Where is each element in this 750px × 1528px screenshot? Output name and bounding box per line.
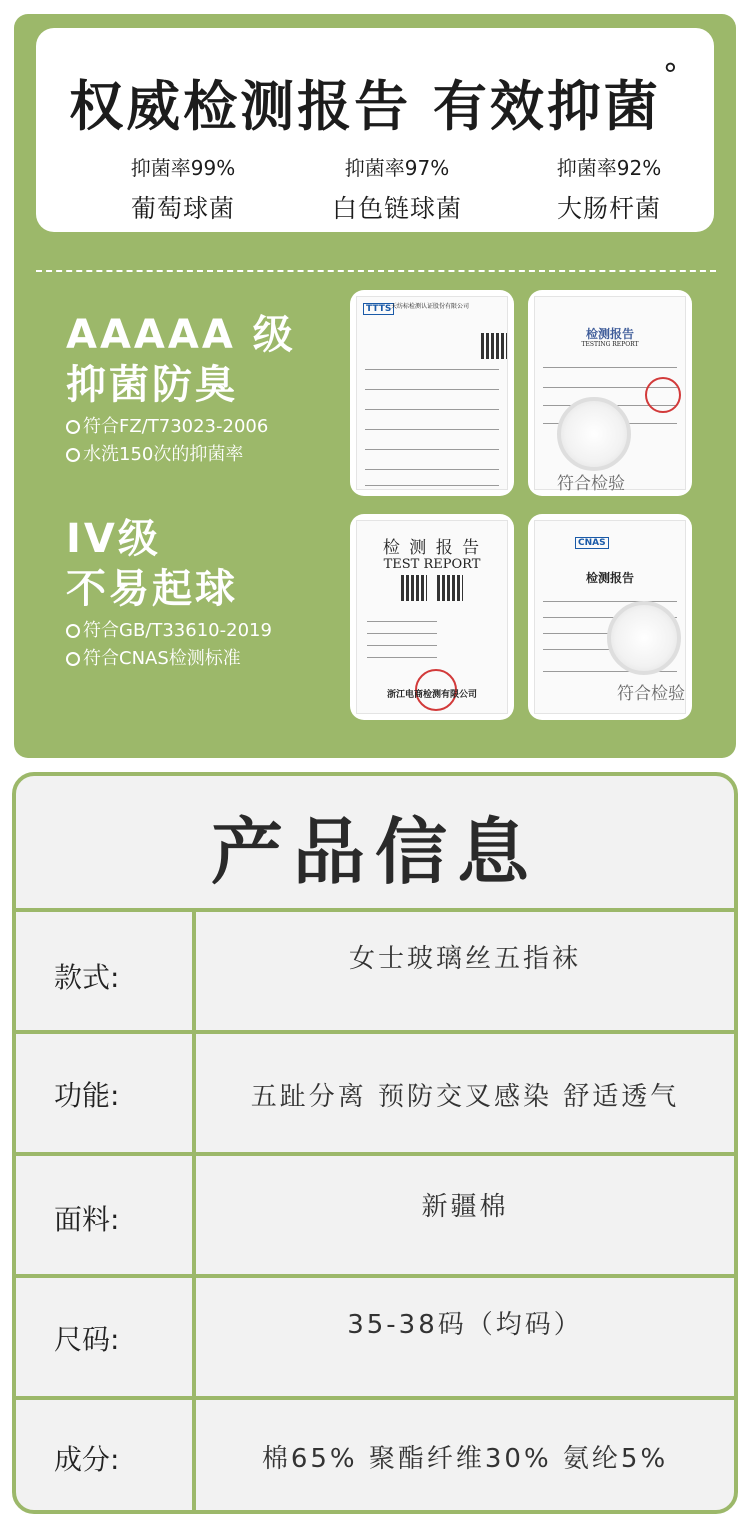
product-info-title: 产品信息 — [210, 810, 539, 894]
product-info-panel — [12, 772, 738, 1514]
certificate-image-4 — [528, 514, 692, 720]
headline-card — [36, 28, 714, 232]
magnifier-icon — [607, 601, 681, 675]
grade-pilling — [66, 514, 272, 670]
pass-label: 符合检验 — [617, 684, 685, 704]
grade-note: 水洗150次的抑菌率 — [66, 444, 296, 466]
antibacterial-panel — [14, 14, 736, 758]
stat-streptococcus — [292, 152, 502, 225]
check-circle-icon — [66, 652, 80, 666]
stat-name: 大肠杆菌 — [556, 194, 661, 223]
grade-level: IV级 — [66, 516, 161, 562]
stat-name: 白色链球菌 — [331, 194, 462, 223]
table-row — [16, 1034, 734, 1156]
row-label: 尺码: — [16, 1278, 196, 1396]
stat-rate: 抑菌率97% — [344, 156, 450, 180]
certificate-image-2 — [528, 290, 692, 496]
certificate-title: 检测报告 — [585, 571, 634, 585]
qr-code-icon — [437, 575, 463, 601]
qr-code-icon — [401, 575, 427, 601]
certificate-subtitle: TEST REPORT — [383, 557, 481, 572]
dashed-divider — [36, 270, 716, 272]
table-row — [16, 1400, 734, 1514]
pass-label: 符合检验 — [557, 474, 625, 494]
row-label: 成分: — [16, 1400, 196, 1514]
grade-antibacterial — [66, 310, 296, 466]
certificate-document — [534, 520, 686, 714]
stat-staphylococcus — [78, 152, 288, 225]
certificate-title: 检 测 报 告 — [382, 538, 482, 558]
stat-rate: 抑菌率99% — [130, 156, 236, 180]
grade-note: 符合GB/T33610-2019 — [66, 620, 272, 642]
row-value: 五趾分离 预防交叉感染 舒适透气 — [250, 1082, 680, 1112]
ttts-logo: TTTS — [363, 303, 394, 315]
grade-note: 符合FZ/T73023-2006 — [66, 416, 296, 438]
stat-name: 葡萄球菌 — [130, 194, 235, 223]
row-label: 面料: — [16, 1156, 196, 1274]
certificate-document — [534, 296, 686, 494]
table-row — [16, 1156, 734, 1278]
row-value: 棉65% 聚酯纤维30% 氨纶5% — [261, 1444, 669, 1474]
check-circle-icon — [66, 624, 80, 638]
degree-mark: ° — [662, 58, 681, 93]
certificate-image-1 — [350, 290, 514, 496]
grade-note: 符合CNAS检测标准 — [66, 648, 272, 670]
red-seal-icon — [645, 377, 681, 413]
stat-rate: 抑菌率92% — [556, 156, 662, 180]
magnifier-icon — [557, 397, 631, 471]
check-circle-icon — [66, 420, 80, 434]
grade-feature: 抑菌防臭 — [66, 362, 238, 408]
certificate-image-3 — [350, 514, 514, 720]
table-row — [16, 912, 734, 1034]
certificate-org: 天纺标检测认证股份有限公司 — [391, 303, 470, 310]
row-label: 款式: — [16, 912, 196, 1030]
headline-title: 权威检测报告 有效抑菌° — [69, 58, 681, 138]
row-value: 女士玻璃丝五指袜 — [348, 944, 581, 974]
row-label: 功能: — [16, 1034, 196, 1152]
stat-ecoli — [504, 152, 714, 225]
product-info-table — [16, 908, 734, 1514]
certificate-document — [356, 520, 508, 714]
certificate-subtitle: TESTING REPORT — [581, 341, 639, 348]
grade-feature: 不易起球 — [66, 566, 238, 612]
cnas-logo: CNAS — [575, 537, 609, 549]
certificate-org: 浙江电商检测有限公司 — [386, 690, 477, 700]
qr-code-icon — [481, 333, 507, 359]
row-value: 35-38码（均码） — [347, 1310, 583, 1340]
certificate-document — [356, 296, 508, 490]
row-value: 新疆棉 — [421, 1192, 509, 1222]
check-circle-icon — [66, 448, 80, 462]
table-row — [16, 1278, 734, 1400]
certificate-title: 检测报告 — [585, 327, 634, 341]
grade-level: AAAAA 级 — [66, 312, 296, 358]
